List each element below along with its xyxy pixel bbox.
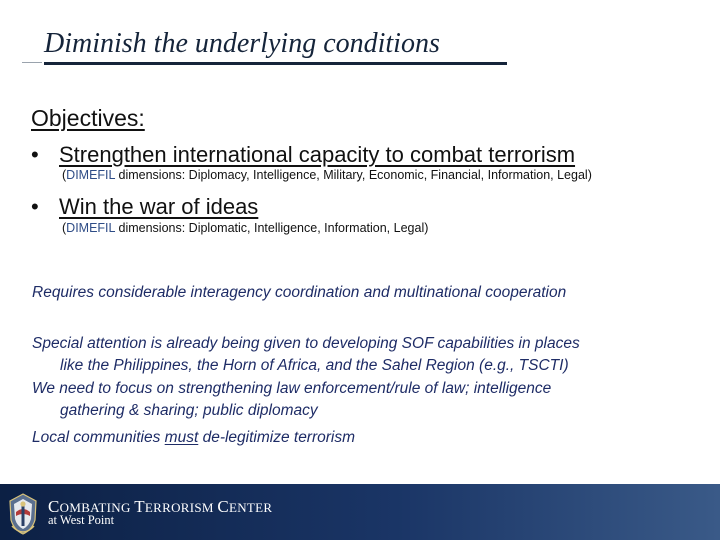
dimefil-open: ( [62, 221, 67, 235]
footer-initial-c: C [48, 497, 60, 516]
dimefil-note-capacity [62, 168, 592, 182]
bullet-text: Strengthen international capacity to combat terrorism [59, 142, 576, 167]
west-point-crest-icon [6, 492, 40, 536]
footer-word-errorism: ERRORISM [144, 500, 218, 515]
dimefil-note-ideas [62, 221, 428, 235]
footer-word-enter: ENTER [228, 500, 273, 515]
note-local-communities [32, 427, 692, 449]
dimefil-dimensions: dimensions: Diplomacy, Intelligence, Military, Economic, Financial, Information, Legal) [115, 168, 592, 182]
note-local-before: Local communities [32, 429, 165, 446]
note-focus [32, 378, 692, 422]
footer-subtitle: at West Point [48, 513, 115, 527]
footer-initial-c2: C [217, 497, 229, 516]
slide-title: Diminish the underlying conditions [44, 28, 440, 59]
note-focus-line1: We need to focus on strengthening law enforcement/rule of law; intelligence [32, 380, 552, 397]
bullet-item-ideas [31, 194, 258, 220]
footer-initial-t: T [134, 497, 145, 516]
note-local-emphasis: must [164, 429, 199, 446]
note-sof-line1: Special attention is already being given to developing SOF capabilities in places [32, 335, 580, 352]
note-sof-capabilities [32, 333, 692, 377]
note-local-after: de-legitimize terrorism [198, 429, 356, 446]
note-interagency: Requires considerable interagency coordination and multinational cooperation [32, 284, 567, 301]
dimefil-acronym: DIMEFIL [66, 168, 116, 182]
bullet-item-capacity [31, 142, 575, 168]
objectives-heading: Objectives: [31, 105, 145, 131]
footer-word-ombating: OMBATING [59, 500, 135, 515]
title-underline [44, 62, 507, 65]
bullet-dot: • [31, 142, 39, 167]
note-focus-line2: gathering & sharing; public diplomacy [60, 402, 318, 419]
title-rule-accent [22, 62, 42, 63]
note-sof-line2: like the Philippines, the Horn of Africa, and the Sahel Region (e.g., TSCTI) [60, 357, 569, 374]
dimefil-open: ( [62, 168, 67, 182]
dimefil-dimensions: dimensions: Diplomatic, Intelligence, Information, Legal) [115, 221, 429, 235]
bullet-dot: • [31, 194, 39, 219]
bullet-text: Win the war of ideas [59, 194, 259, 219]
dimefil-acronym: DIMEFIL [66, 221, 116, 235]
